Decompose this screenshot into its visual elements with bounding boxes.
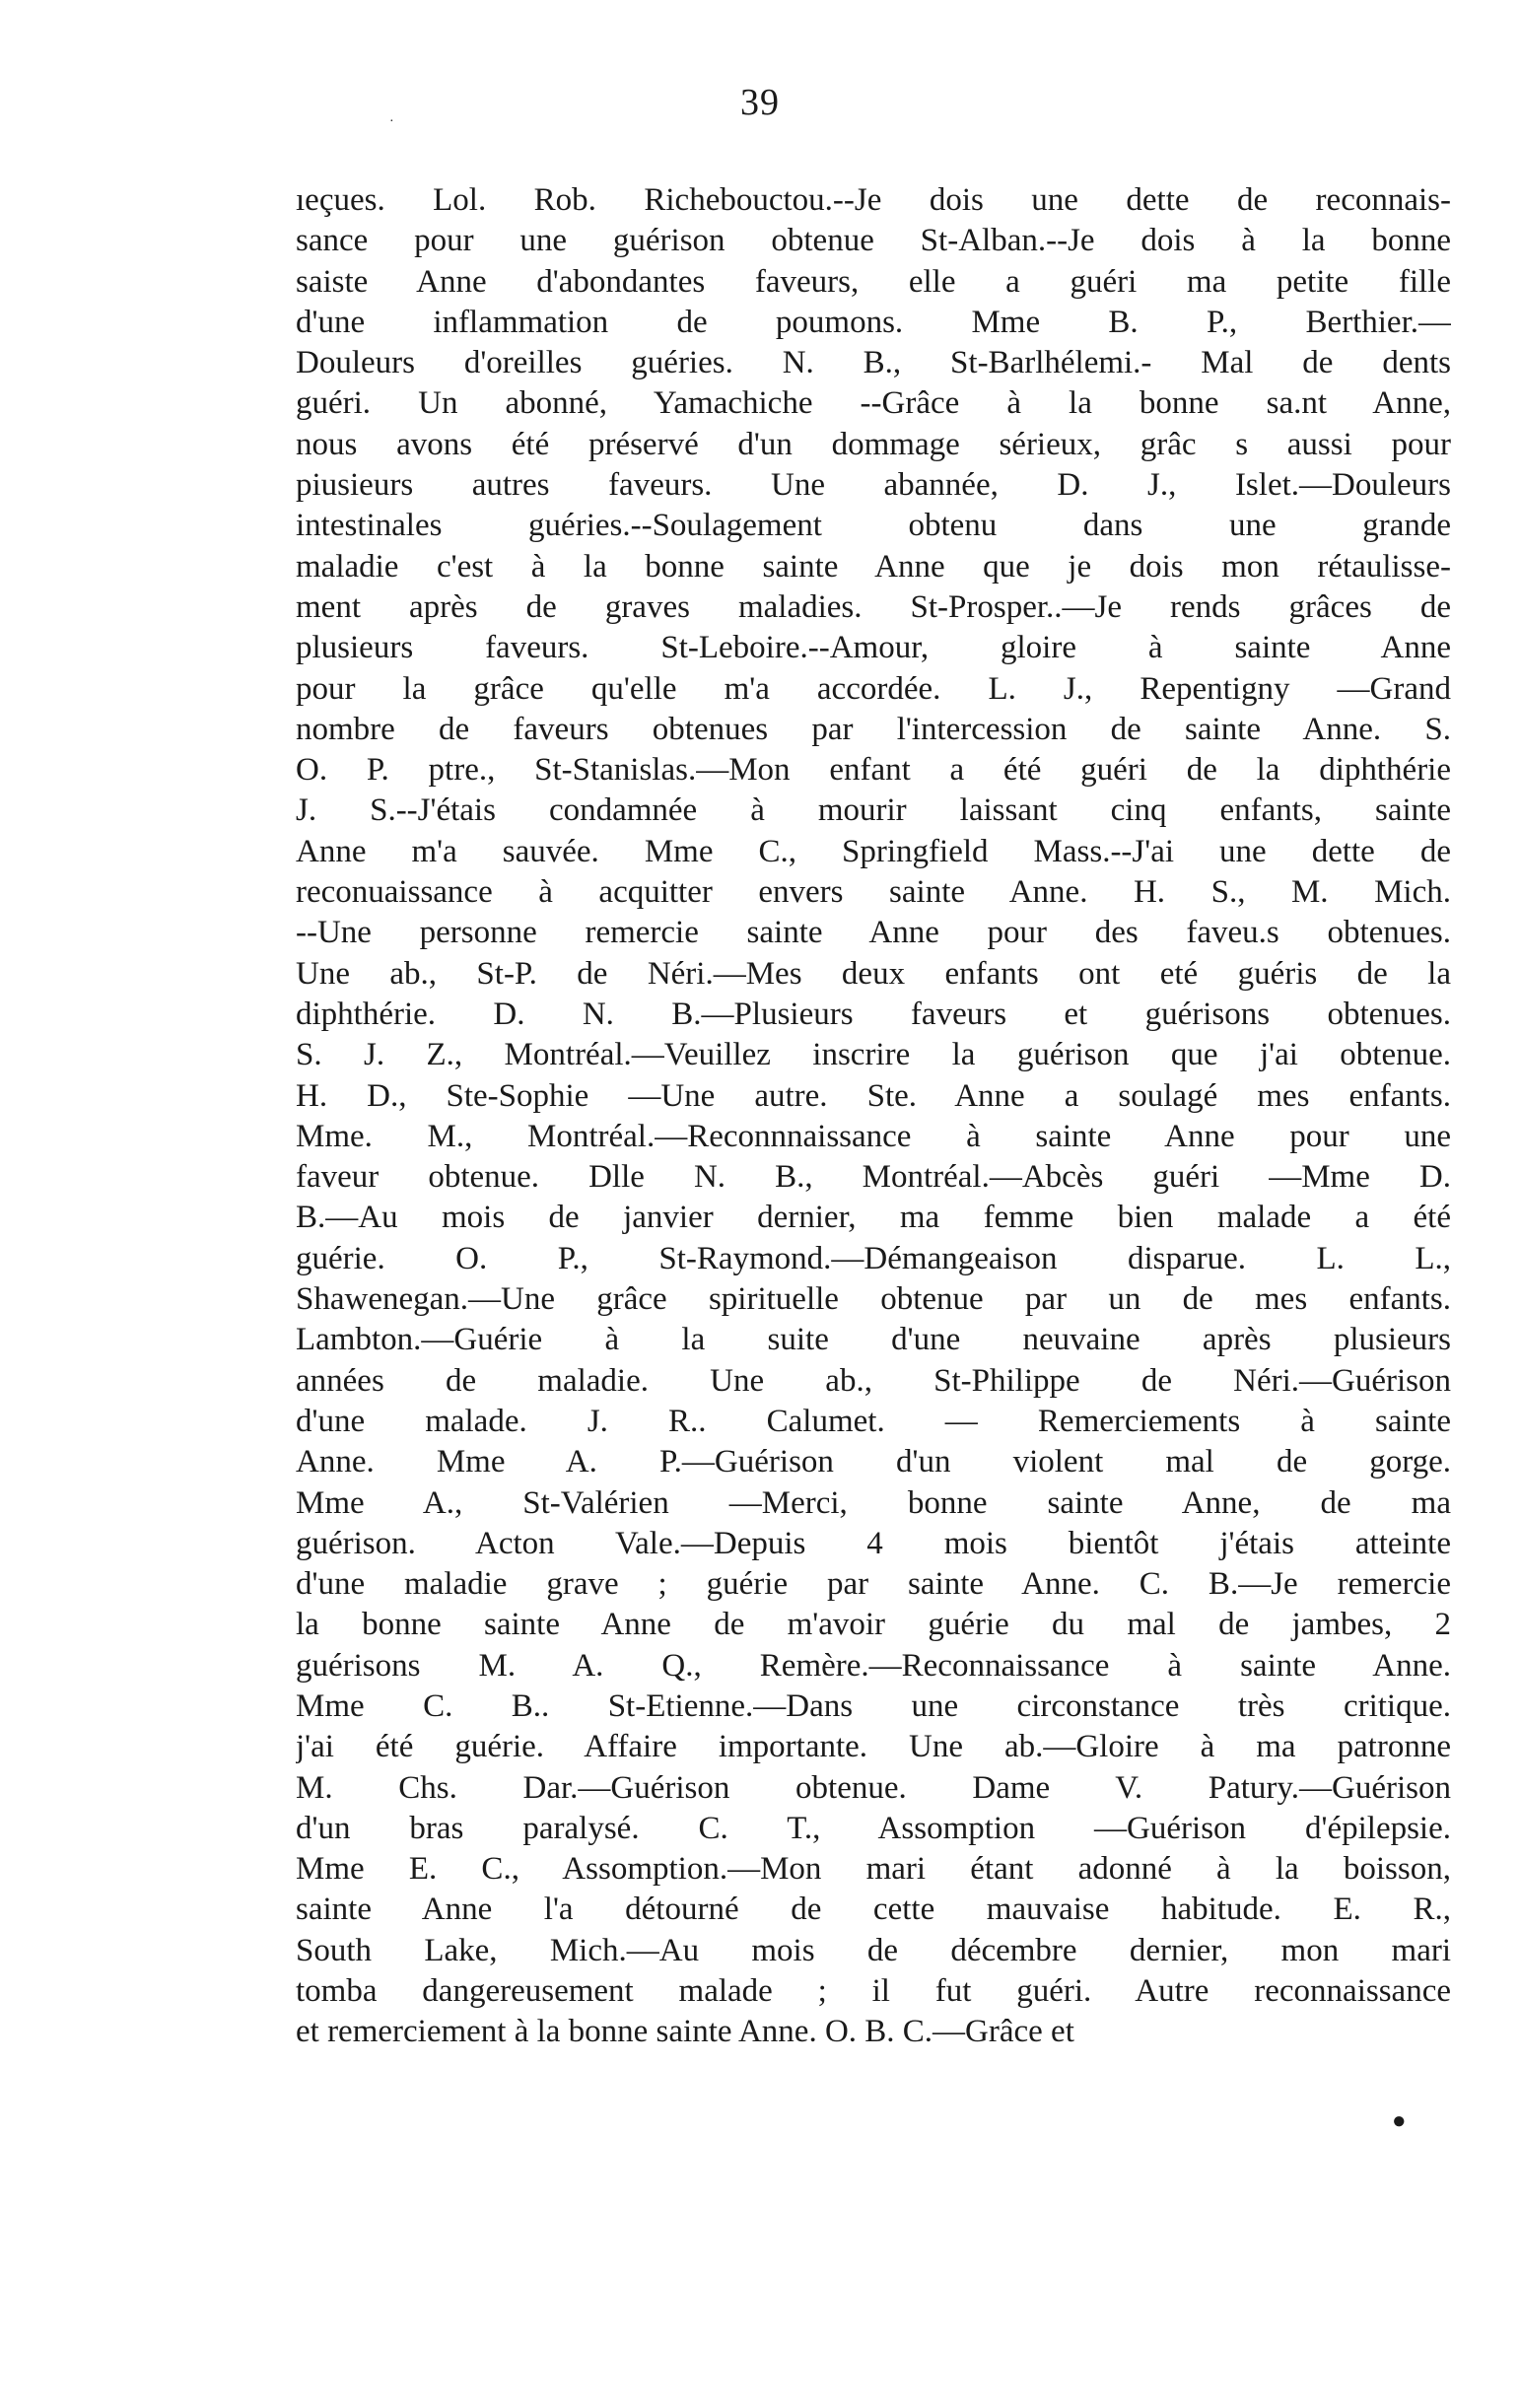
- text-line-44: South Lake, Mich.—Au mois de décembre dernier, mon mari: [296, 1932, 1451, 1968]
- text-line-45: tomba dangereusement malade ; il fut guéri. Autre reconnaissance: [296, 1973, 1451, 2010]
- text-line-46: et remerciement à la bonne sainte Anne. O. B. C.—Grâce et: [296, 2014, 1074, 2050]
- text-line-29: Lambton.—Guérie à la suite d'une neuvaine après plusieurs: [296, 1322, 1451, 1358]
- text-line-19: --Une personne remercie sainte Anne pour des faveu.s obtenues.: [296, 915, 1451, 951]
- text-line-6: guéri. Un abonné, Yamachiche --Grâce à la bonne sa.nt Anne,: [296, 385, 1451, 422]
- text-line-38: Mme C. B.. St-Etienne.—Dans une circonstance très critique.: [296, 1687, 1451, 1724]
- text-line-33: Mme A., St-Valérien —Merci, bonne sainte Anne, de ma: [296, 1484, 1451, 1521]
- text-line-9: intestinales guéries.--Soulagement obtenu dans une grande: [296, 508, 1451, 544]
- text-line-16: J. S.--J'étais condamnée à mourir laissant cinq enfants, sainte: [296, 792, 1451, 829]
- text-line-25: faveur obtenue. Dlle N. B., Montréal.—Abcès guéri —Mme D.: [296, 1159, 1451, 1196]
- text-line-34: guérison. Acton Vale.—Depuis 4 mois bientôt j'étais atteinte: [296, 1525, 1451, 1561]
- text-line-10: maladie c'est à la bonne sainte Anne que je dois mon rétaulisse-: [296, 548, 1451, 585]
- text-line-12: plusieurs faveurs. St-Leboire.--Amour, gloire à sainte Anne: [296, 630, 1451, 666]
- text-line-28: Shawenegan.—Une grâce spirituelle obtenue par un de mes enfants.: [296, 1281, 1451, 1318]
- text-line-24: Mme. M., Montréal.—Reconnnaissance à sainte Anne pour une: [296, 1118, 1451, 1154]
- text-line-3: saiste Anne d'abondantes faveurs, elle a guéri ma petite fille: [296, 263, 1451, 300]
- text-line-35: d'une maladie grave ; guérie par sainte Anne. C. B.—Je remercie: [296, 1566, 1451, 1603]
- text-line-13: pour la grâce qu'elle m'a accordée. L. J., Repentigny —Grand: [296, 670, 1451, 707]
- text-line-14: nombre de faveurs obtenues par l'intercession de sainte Anne. S.: [296, 711, 1451, 747]
- text-line-43: sainte Anne l'a détourné de cette mauvaise habitude. E. R.,: [296, 1892, 1451, 1928]
- text-line-15: O. P. ptre., St-Stanislas.—Mon enfant a été guéri de la diphthérie: [296, 752, 1451, 789]
- text-line-37: guérisons M. A. Q., Remère.—Reconnaissance à sainte Anne.: [296, 1647, 1451, 1684]
- text-line-21: diphthérie. D. N. B.—Plusieurs faveurs et guérisons obtenues.: [296, 996, 1451, 1032]
- text-line-20: Une ab., St-P. de Néri.—Mes deux enfants ont eté guéris de la: [296, 955, 1451, 992]
- text-line-22: S. J. Z., Montréal.—Veuillez inscrire la guérison que j'ai obtenue.: [296, 1037, 1451, 1073]
- text-line-42: Mme E. C., Assomption.—Mon mari étant adonné à la boisson,: [296, 1851, 1451, 1888]
- text-line-8: piusieurs autres faveurs. Une abannée, D. J., Islet.—Douleurs: [296, 467, 1451, 504]
- text-line-40: M. Chs. Dar.—Guérison obtenue. Dame V. Patury.—Guérison: [296, 1769, 1451, 1806]
- text-line-2: sance pour une guérison obtenue St-Alban.--Je dois à la bonne: [296, 223, 1451, 259]
- text-line-26: B.—Au mois de janvier dernier, ma femme bien malade a été: [296, 1200, 1451, 1236]
- ink-speck: ●: [1392, 2108, 1407, 2134]
- text-line-18: reconuaissance à acquitter envers sainte Anne. H. S., M. Mich.: [296, 874, 1451, 911]
- text-line-5: Douleurs d'oreilles guéries. N. B., St-Barlhélemi.- Mal de dents: [296, 345, 1451, 381]
- text-line-17: Anne m'a sauvée. Mme C., Springfield Mass.--J'ai une dette de: [296, 833, 1451, 869]
- text-line-27: guérie. O. P., St-Raymond.—Démangeaison disparue. L. L.,: [296, 1240, 1451, 1276]
- text-line-30: années de maladie. Une ab., St-Philippe de Néri.—Guérison: [296, 1362, 1451, 1399]
- text-line-4: d'une inflammation de poumons. Mme B. P., Berthier.—: [296, 304, 1451, 340]
- text-line-1: ıeçues. Lol. Rob. Richebouctou.--Je dois une dette de reconnais-: [296, 182, 1451, 218]
- ink-speck: ·: [389, 114, 394, 129]
- text-line-39: j'ai été guérie. Affaire importante. Une ab.—Gloire à ma patronne: [296, 1729, 1451, 1765]
- text-line-23: H. D., Ste-Sophie —Une autre. Ste. Anne a soulagé mes enfants.: [296, 1077, 1451, 1114]
- text-line-11: ment après de graves maladies. St-Prosper..—Je rends grâces de: [296, 588, 1451, 625]
- text-line-7: nous avons été préservé d'un dommage sérieux, grâc s aussi pour: [296, 426, 1451, 462]
- text-line-32: Anne. Mme A. P.—Guérison d'un violent mal de gorge.: [296, 1444, 1451, 1480]
- text-line-31: d'une malade. J. R.. Calumet. — Remerciements à sainte: [296, 1403, 1451, 1439]
- page-number: 39: [740, 82, 780, 123]
- body-text: [296, 180, 1451, 2053]
- text-line-41: d'un bras paralysé. C. T., Assomption —Guérison d'épilepsie.: [296, 1810, 1451, 1846]
- text-line-36: la bonne sainte Anne de m'avoir guérie du mal de jambes, 2: [296, 1607, 1451, 1643]
